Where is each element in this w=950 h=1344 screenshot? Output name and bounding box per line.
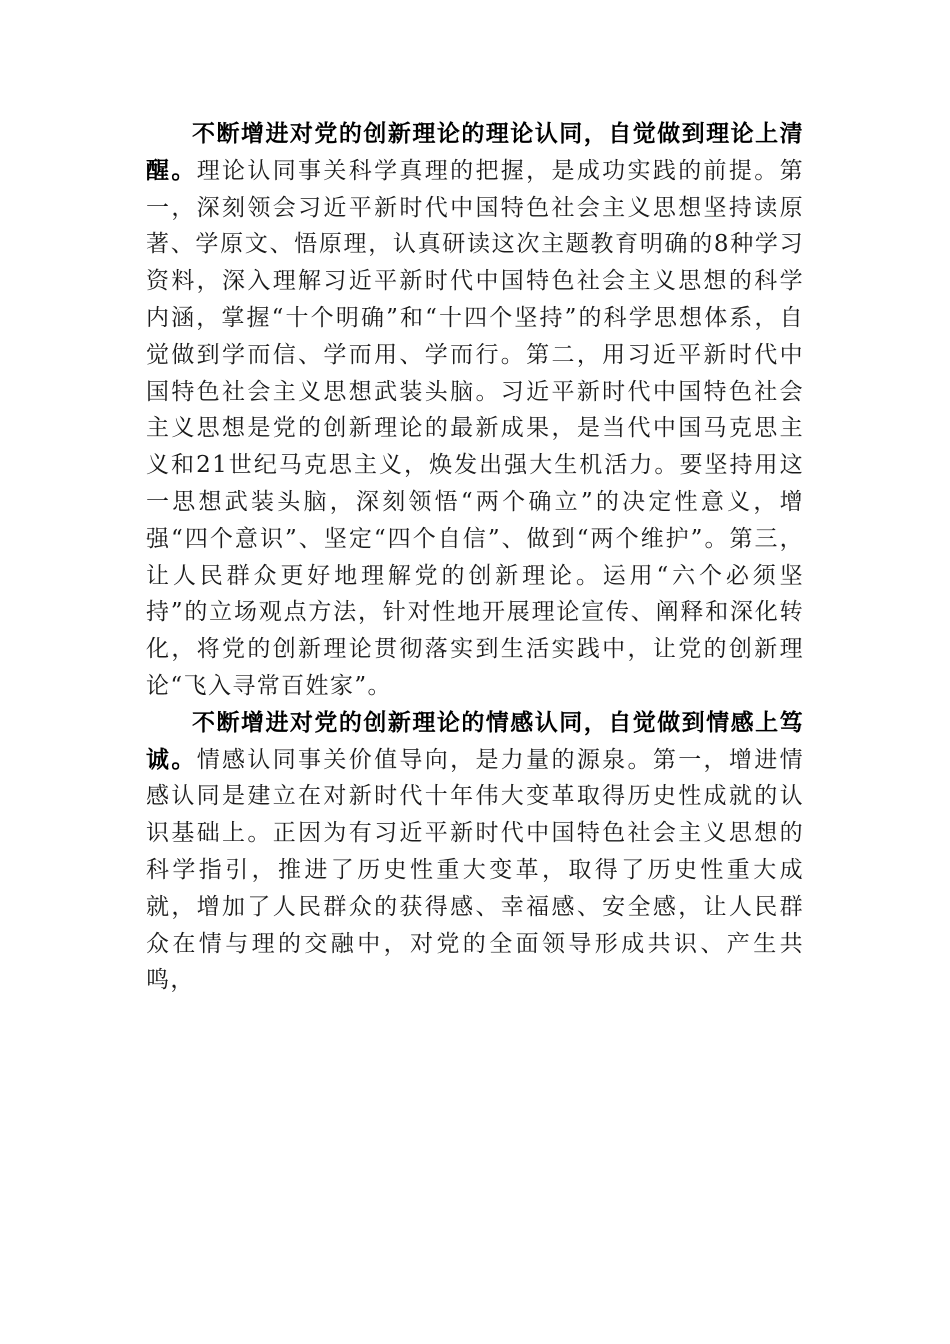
document-body [146,116,804,999]
paragraph-theory-identity [146,116,804,705]
paragraph-lead-heading: 不断增进对党的创新理论的理论认同，自觉做到理论上清醒。 [146,120,804,184]
paragraph-body-text: 情感认同事关价值导向，是力量的源泉。第一，增进情感认同是建立在对新时代十年伟大变革取得历史性成就的认识基础上。正因为有习近平新时代中国特色社会主义思想的科学指引，推进了历史性重大变革，取得了历史性重大成就，增加了人民群众的获得感、幸福感、安全感，让人民群众在情与理的交融中，对党的全面领导形成共识、产生共鸣， [146,746,804,994]
paragraph-lead-heading: 不断增进对党的创新理论的情感认同，自觉做到情感上笃诚。 [146,708,804,773]
paragraph-emotion-identity [146,705,804,999]
paragraph-body-text: 理论认同事关科学真理的把握，是成功实践的前提。第一，深刻领会习近平新时代中国特色社会主义思想坚持读原著、学原文、悟原理，认真研读这次主题教育明确的8种学习资料，深入理解习近平新时代中国特色社会主义思想的科学内涵，掌握“十个明确”和“十四个坚持”的科学思想体系，自觉做到学而信、学而用、学而行。第二，用习近平新时代中国特色社会主义思想武装头脑。习近平新时代中国特色社会主义思想是党的创新理论的最新成果，是当代中国马克思主义和21世纪马克思主义，焕发出强大生机活力。要坚持用这一思想武装头脑，深刻领悟“两个确立”的决定性意义，增强“四个意识”、坚定“四个自信”、做到“两个维护”。第三，让人民群众更好地理解党的创新理论。运用“六个必须坚持”的立场观点方法，针对性地开展理论宣传、阐释和深化转化，将党的创新理论贯彻落实到生活实践中，让党的创新理论“飞入寻常百姓家”。 [146,157,804,699]
